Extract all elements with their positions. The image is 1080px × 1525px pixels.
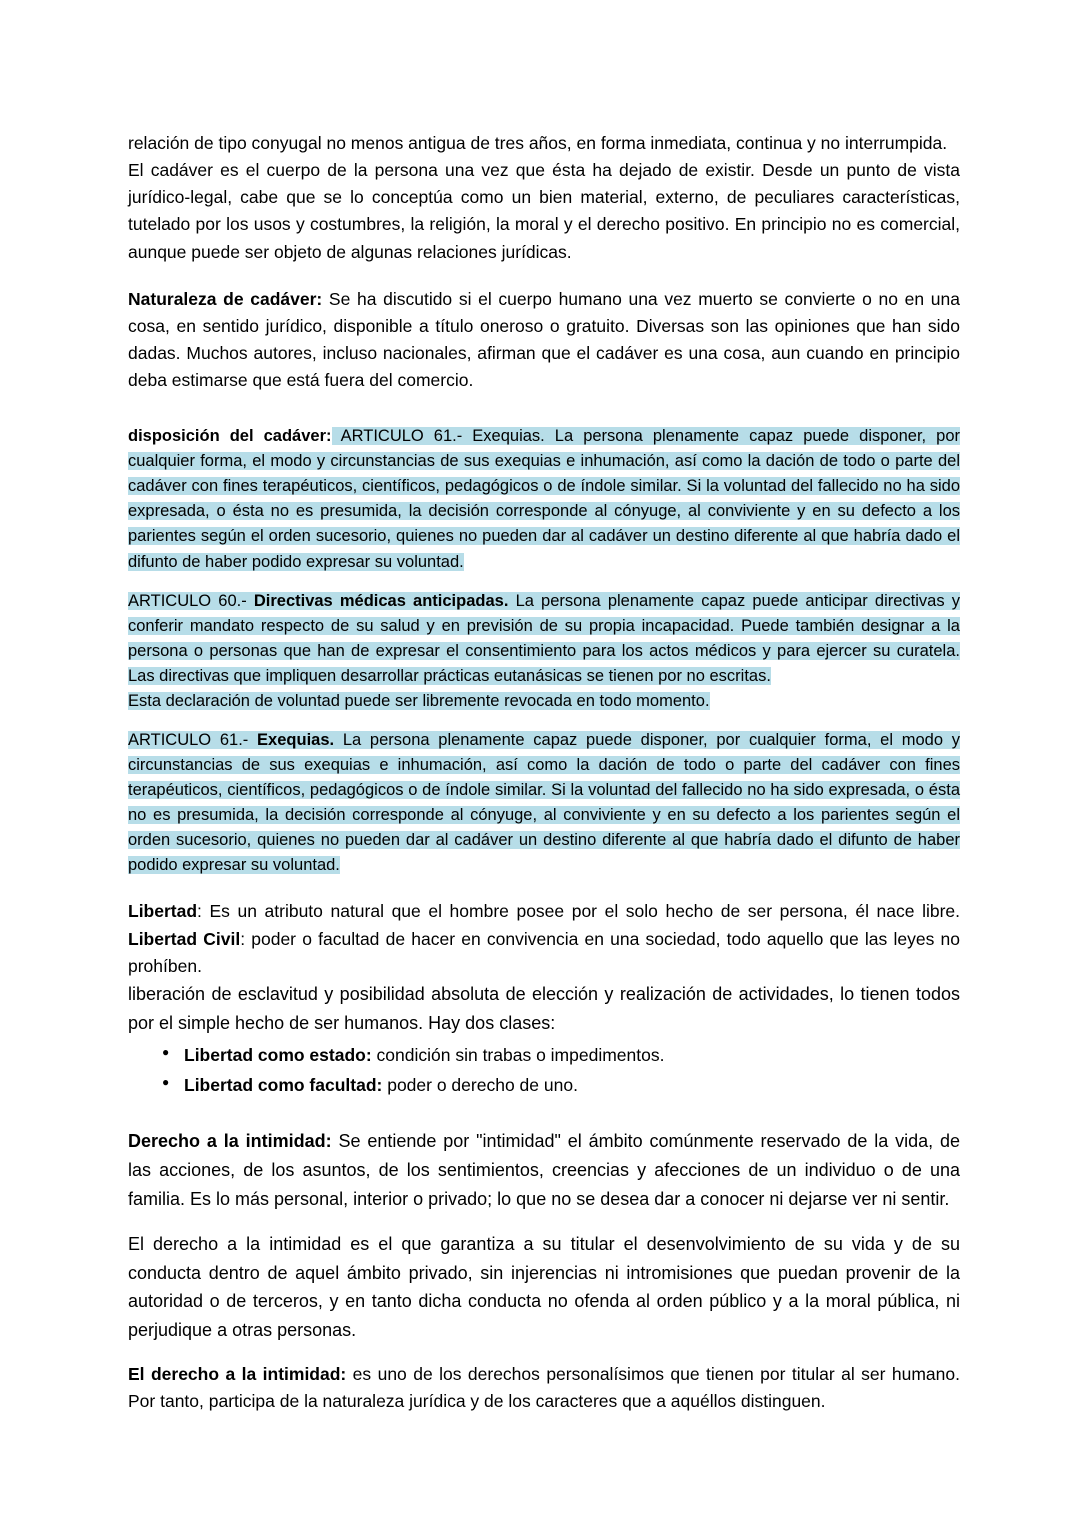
- text-articulo-61: La persona plenamente capaz puede disponer, por cualquier forma, el modo y circunstancias de sus exequias e inhumación, así como la dación de todo o parte del cadáver con fines terapéuticos, científicos, pedagógicos o de índole similar. Si la voluntad del fallecido no ha sido expresada, o ésta no es presumida, la decisión corresponde al cónyuge, al conviviente y en su defecto a los parientes según el orden sucesorio, quienes no pueden dar al cadáver un destino diferente al que habría dado el difunto de haber podido expresar su voluntad.: [128, 730, 960, 875]
- paragraph-intimidad-personalisimo: [128, 1361, 960, 1415]
- paragraph-cadaver-definicion: El cadáver es el cuerpo de la persona una vez que ésta ha dejado de existir. Desde un punto de vista jurídico-legal, cabe que se lo conceptúa como un bien material, externo, de peculiares características, tutelado por los usos y costumbres, la religión, la moral y el derecho positivo. En principio no es comercial, aunque puede ser objeto de algunas relaciones jurídicas.: [128, 160, 960, 262]
- label-derecho-a-la-intimidad: Derecho a la intimidad:: [128, 1131, 332, 1152]
- paragraph-intro-group: [128, 130, 960, 266]
- list-item: [184, 1071, 960, 1099]
- label-libertad-como-facultad: Libertad como facultad:: [184, 1075, 383, 1096]
- text-revocacion: Esta declaración de voluntad puede ser libremente revocada en todo momento.: [128, 691, 710, 710]
- paragraph-derecho-intimidad: [128, 1127, 960, 1213]
- text-el-derecho-a-la-intimidad: es uno de los derechos personalísimos que tienen por titular al ser humano. Por tanto, participa de la naturaleza jurídica y de los caracteres que a aquéllos distinguen.: [128, 1364, 960, 1412]
- text-libertad: : Es un atributo natural que el hombre posee por el solo hecho de ser persona, él nace libre.: [197, 901, 960, 922]
- spacer: [128, 266, 960, 286]
- paragraph-articulo-60-revocacion: [128, 689, 960, 714]
- label-libertad: Libertad: [128, 901, 198, 922]
- paragraph-articulo-60: [128, 589, 960, 689]
- list-item: [184, 1041, 960, 1069]
- list-clases-libertad: [128, 1041, 960, 1099]
- prefix-articulo-61: ARTICULO 61.-: [128, 730, 258, 749]
- spacer: [128, 714, 960, 728]
- paragraph-libertad: [128, 898, 960, 979]
- text-libertad-civil: : poder o facultad de hacer en convivencia en una sociedad, todo aquello que las leyes no prohíben.: [128, 928, 960, 976]
- text-libertad-como-estado: condición sin trabas o impedimentos.: [371, 1045, 665, 1066]
- spacer: [128, 575, 960, 589]
- highlighted-text-articulo61-primera: ARTICULO 61.- Exequias. La persona plenamente capaz puede disponer, por cualquier forma, el modo y circunstancias de sus exequias e inhumación, así como la dación de todo o parte del cadáver con fines terapéuticos, científicos, pedagógicos o de índole similar. Si la voluntad del fallecido no ha sido expresada, o ésta no es presumida, la decisión corresponde al cónyuge, al conviviente y en su defecto a los parientes según el orden sucesorio, quienes no pueden dar al cadáver un destino diferente al que habría dado el difunto de haber podido expresar su voluntad.: [128, 427, 961, 571]
- paragraph-naturaleza-cadaver: [128, 286, 960, 395]
- title-exequias: Exequias.: [257, 730, 335, 749]
- text-articulo-60: La persona plenamente capaz puede anticipar directivas y conferir mandato respecto de su salud y en previsión de su propia incapacidad. Puede también designar a la persona o personas que han de expresar el consentimiento para los actos médicos y para ejercer su curatela. Las directivas que impliquen desarrollar prácticas eutanásicas se tienen por no escritas.: [128, 591, 960, 685]
- text-derecho-a-la-intimidad: Se entiende por "intimidad" el ámbito comúnmente reservado de la vida, de las acciones, de los asuntos, de los sentimientos, creencias y afecciones de un individuo o de una familia. Es lo más personal, interior o privado; lo que no se desea dar a conocer ni dejarse ver ni sentir.: [128, 1131, 960, 1210]
- paragraph-intimidad-garantia: El derecho a la intimidad es el que garantiza a su titular el desenvolvimiento de su vida y de su conducta dentro de aquel ámbito privado, sin injerencias ni intromisiones que puedan provenir de la autoridad o de terceros, y en tanto dicha conducta no ofenda al orden público y a la moral pública, ni perjudique a otras personas.: [128, 1233, 960, 1341]
- label-el-derecho-a-la-intimidad: El derecho a la intimidad:: [128, 1364, 347, 1384]
- label-libertad-como-estado: Libertad como estado:: [184, 1045, 372, 1066]
- label-libertad-civil: Libertad Civil: [128, 928, 241, 949]
- label-naturaleza-cadaver: Naturaleza de cadáver:: [128, 288, 323, 309]
- paragraph-liberacion-esclavitud: liberación de esclavitud y posibilidad absoluta de elección y realización de actividades, lo tienen todos por el simple hecho de ser humanos. Hay dos clases:: [128, 983, 960, 1033]
- text-libertad-como-facultad: poder o derecho de uno.: [382, 1075, 578, 1096]
- label-disposicion-cadaver: disposición del cadáver:: [128, 427, 332, 446]
- title-directivas-medicas-anticipadas: Directivas médicas anticipadas.: [253, 591, 509, 610]
- paragraph-articulo-61: [128, 728, 960, 878]
- spacer: [128, 878, 960, 898]
- spacer: [128, 410, 960, 424]
- paragraph-relacion-conyugal: relación de tipo conyugal no menos antigua de tres años, en forma inmediata, continua y no interrumpida.: [128, 133, 948, 153]
- paragraph-disposicion-cadaver: [128, 424, 960, 574]
- text-naturaleza-cadaver: Se ha discutido si el cuerpo humano una vez muerto se convierte o no en una cosa, en sentido jurídico, disponible a título oneroso o gratuito. Diversas son las opiniones que han sido dadas. Muchos autores, incluso nacionales, afirman que el cadáver es una cosa, aun cuando en principio deba estimarse que está fuera del comercio.: [128, 288, 960, 390]
- prefix-articulo-60: ARTICULO 60.-: [128, 591, 254, 610]
- spacer: [128, 1101, 960, 1127]
